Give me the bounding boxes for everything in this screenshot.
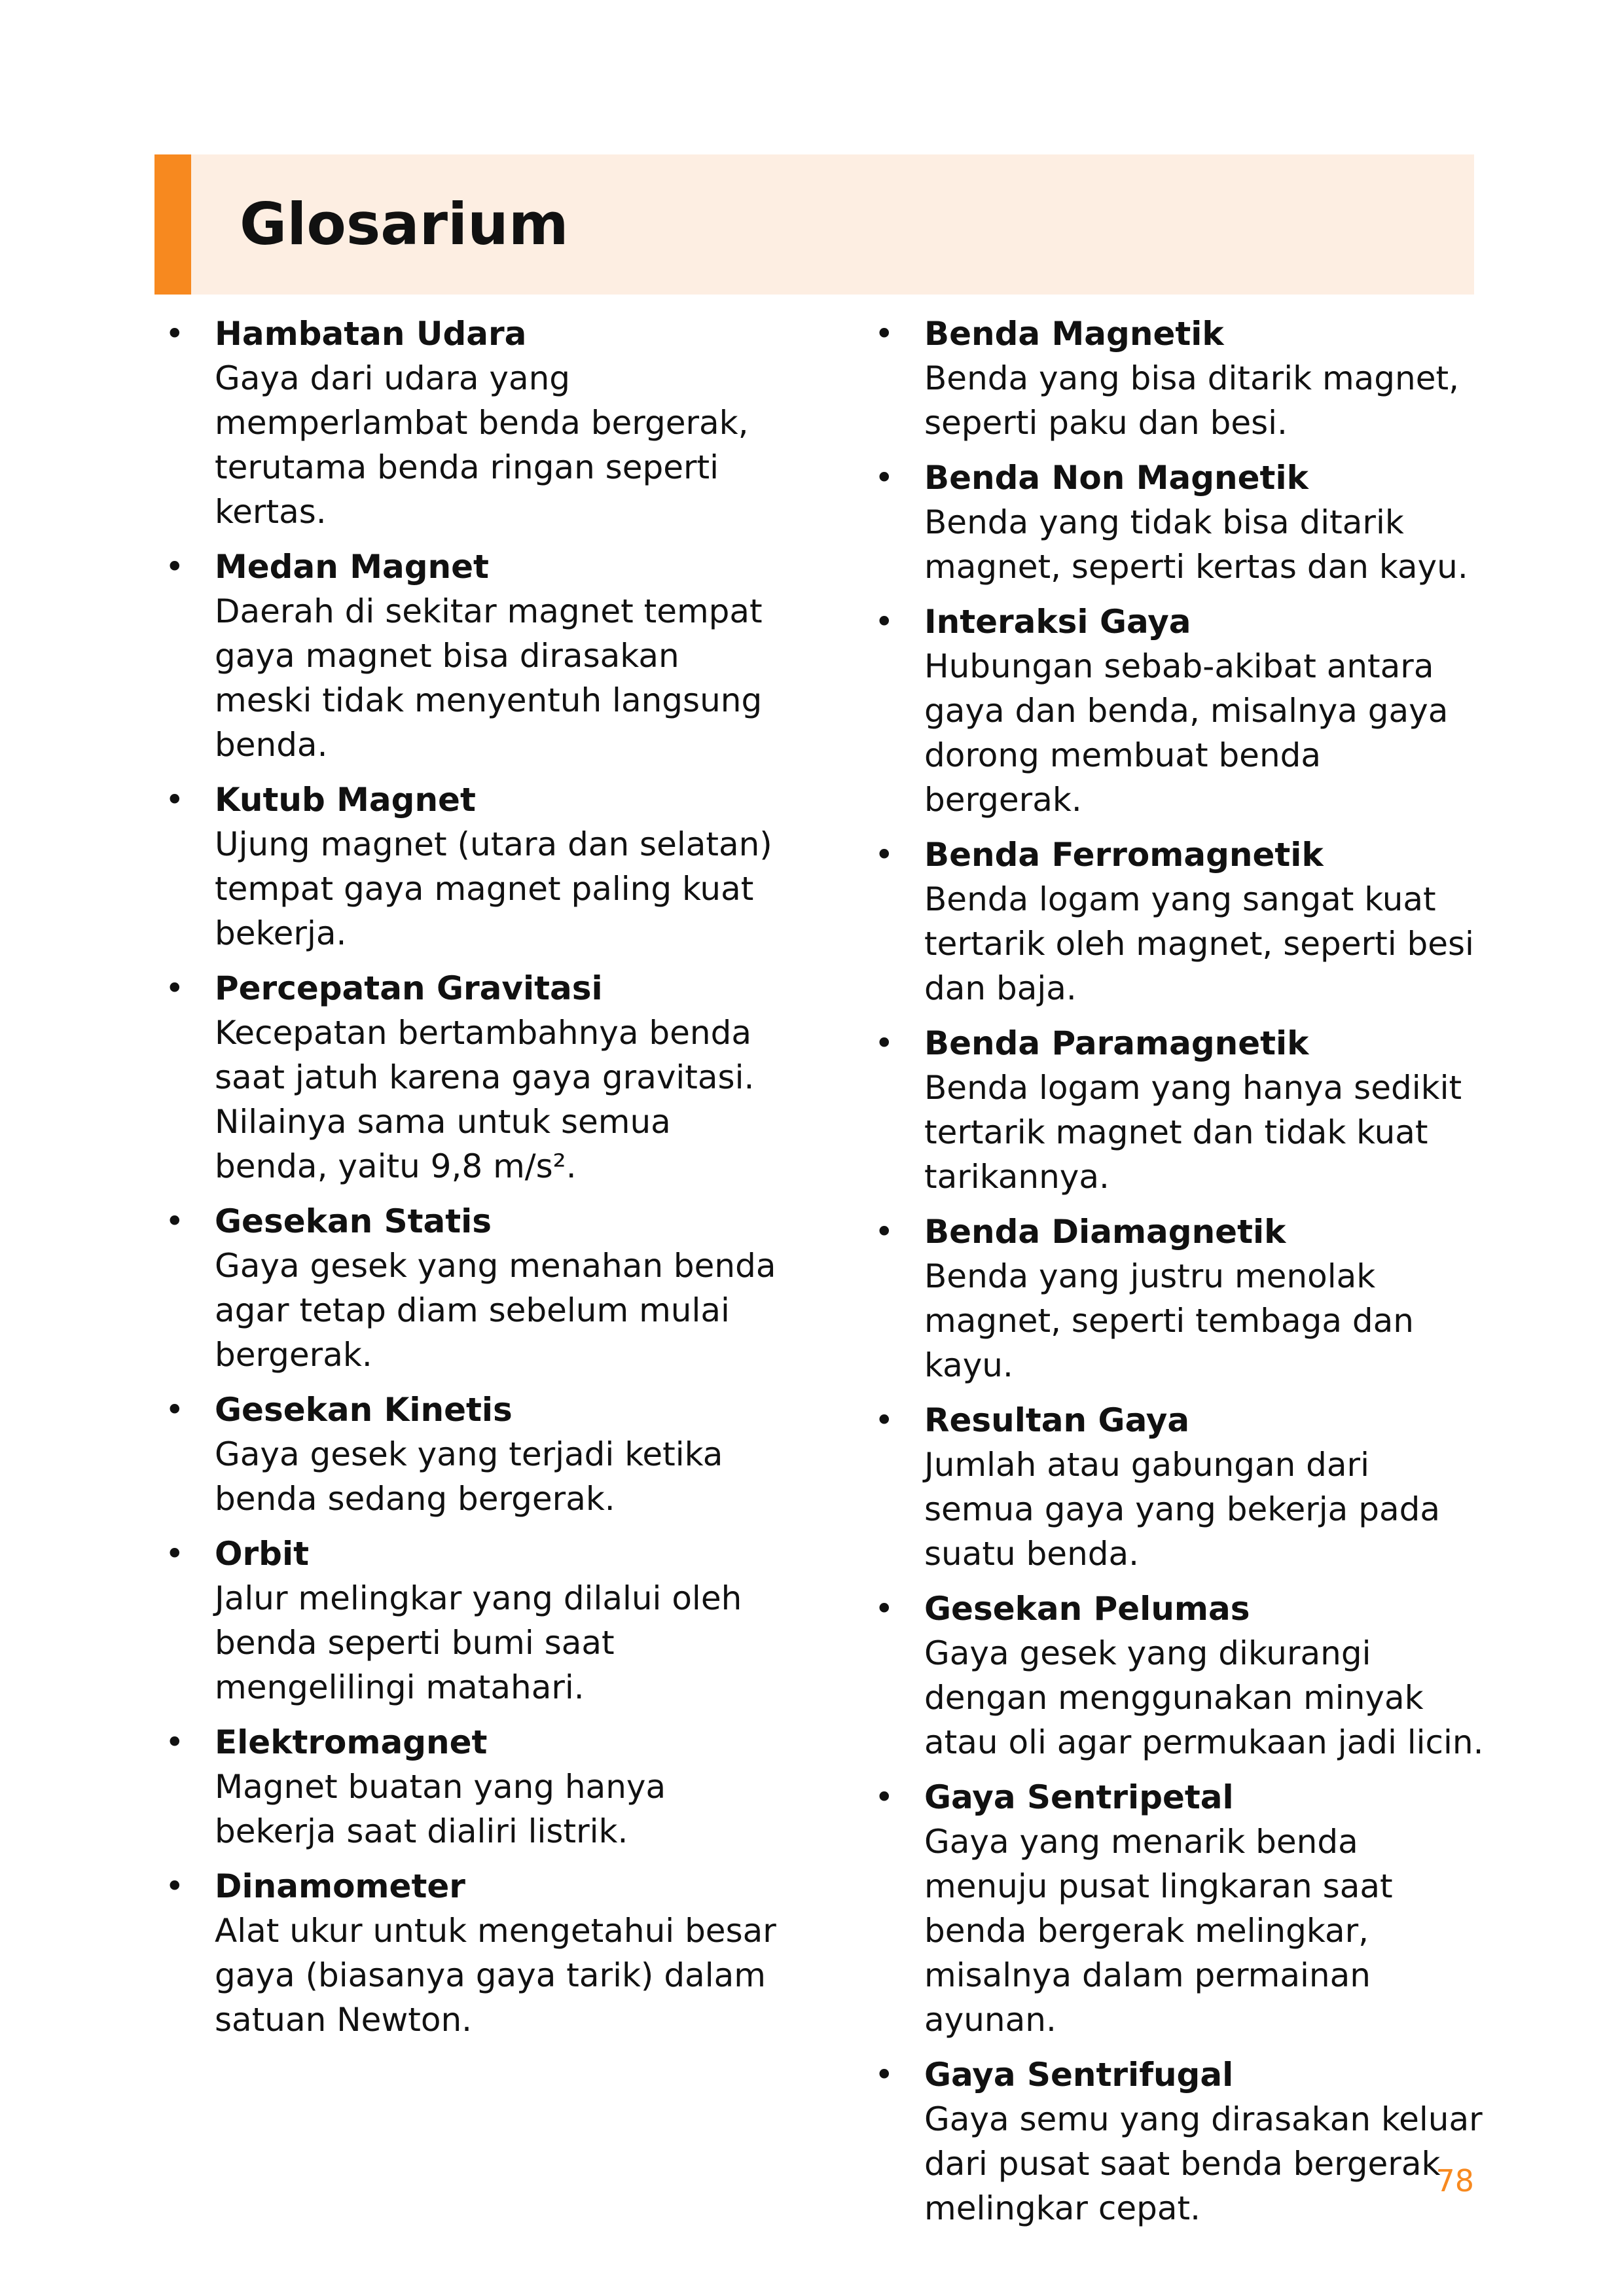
- bullet-icon: •: [875, 2056, 894, 2094]
- glossary-entry: [161, 778, 776, 956]
- glossary-term: Resultan Gaya: [924, 1401, 1190, 1439]
- glossary-header: [154, 154, 1474, 295]
- glossary-term: Benda Ferromagnetik: [924, 836, 1324, 874]
- bullet-icon: •: [875, 1590, 894, 1628]
- bullet-icon: •: [875, 603, 894, 641]
- bullet-icon: •: [165, 548, 185, 586]
- glossary-entry: [871, 456, 1486, 589]
- glossary-definition: Jumlah atau gabungan dari semua gaya yang bekerja pada suatu benda.: [924, 1446, 1440, 1573]
- glossary-definition: Gaya gesek yang dikurangi dengan menggunakan minyak atau oli agar permukaan jadi licin.: [924, 1634, 1484, 1761]
- glossary-term: Benda Non Magnetik: [924, 459, 1308, 497]
- glossary-left-column: [161, 312, 776, 2053]
- glossary-term: Kutub Magnet: [215, 781, 476, 819]
- glossary-definition: Gaya semu yang dirasakan keluar dari pusat saat benda bergerak melingkar cepat.: [924, 2100, 1483, 2227]
- glossary-term: Dinamometer: [215, 1867, 465, 1905]
- glossary-term: Benda Paramagnetik: [924, 1024, 1309, 1062]
- glossary-term: Gaya Sentripetal: [924, 1778, 1234, 1816]
- glossary-term: Hambatan Udara: [215, 315, 527, 353]
- glossary-entry: [161, 312, 776, 534]
- glossary-entry: [871, 312, 1486, 445]
- glossary-definition: Alat ukur untuk mengetahui besar gaya (biasanya gaya tarik) dalam satuan Newton.: [215, 1912, 776, 2039]
- glossary-definition: Benda yang justru menolak magnet, seperti tembaga dan kayu.: [924, 1257, 1414, 1384]
- bullet-icon: •: [875, 315, 894, 353]
- glossary-term: Benda Diamagnetik: [924, 1213, 1286, 1251]
- glossary-entry: [161, 545, 776, 767]
- glossary-term: Interaksi Gaya: [924, 603, 1191, 641]
- glossary-entry: [871, 600, 1486, 822]
- glossary-entry: [871, 1587, 1486, 1765]
- bullet-icon: •: [875, 836, 894, 874]
- glossary-entry: [161, 1388, 776, 1521]
- glossary-term: Gesekan Statis: [215, 1202, 492, 1240]
- bullet-icon: •: [165, 1202, 185, 1240]
- glossary-entry: [871, 2053, 1486, 2231]
- page-number: 78: [1435, 2163, 1474, 2198]
- glossary-definition: Kecepatan bertambahnya benda saat jatuh karena gaya gravitasi. Nilainya sama untuk semua benda, yaitu 9,8 m/s².: [215, 1014, 755, 1185]
- glossary-term: Gesekan Pelumas: [924, 1590, 1250, 1628]
- glossary-entry: [871, 1021, 1486, 1199]
- glossary-term: Gesekan Kinetis: [215, 1391, 513, 1429]
- glossary-definition: Gaya gesek yang terjadi ketika benda sedang bergerak.: [215, 1435, 723, 1518]
- glossary-definition: Gaya yang menarik benda menuju pusat lingkaran saat benda bergerak melingkar, misalnya dalam permainan ayunan.: [924, 1823, 1393, 2039]
- glossary-entry: [161, 1199, 776, 1377]
- bullet-icon: •: [165, 781, 185, 819]
- glossary-definition: Daerah di sekitar magnet tempat gaya magnet bisa dirasakan meski tidak menyentuh langsung benda.: [215, 592, 763, 764]
- header-accent-bar: [154, 154, 191, 295]
- glossary-definition: Benda logam yang hanya sedikit tertarik magnet dan tidak kuat tarikannya.: [924, 1069, 1462, 1196]
- bullet-icon: •: [875, 459, 894, 497]
- bullet-icon: •: [875, 1778, 894, 1816]
- glossary-term: Gaya Sentrifugal: [924, 2056, 1234, 2094]
- glossary-term: Medan Magnet: [215, 548, 489, 586]
- glossary-definition: Magnet buatan yang hanya bekerja saat dialiri listrik.: [215, 1768, 666, 1850]
- glossary-entry: [871, 1398, 1486, 1576]
- glossary-definition: Gaya gesek yang menahan benda agar tetap diam sebelum mulai bergerak.: [215, 1247, 776, 1374]
- glossary-definition: Gaya dari udara yang memperlambat benda bergerak, terutama benda ringan seperti kertas.: [215, 359, 749, 531]
- bullet-icon: •: [165, 315, 185, 353]
- glossary-term: Benda Magnetik: [924, 315, 1224, 353]
- glossary-definition: Benda yang tidak bisa ditarik magnet, seperti kertas dan kayu.: [924, 503, 1468, 586]
- glossary-right-column: [871, 312, 1486, 2241]
- glossary-term: Percepatan Gravitasi: [215, 969, 603, 1007]
- bullet-icon: •: [875, 1213, 894, 1251]
- glossary-definition: Jalur melingkar yang dilalui oleh benda seperti bumi saat mengelilingi matahari.: [215, 1579, 742, 1706]
- page-title: Glosarium: [240, 190, 569, 258]
- glossary-definition: Benda yang bisa ditarik magnet, seperti paku dan besi.: [924, 359, 1459, 442]
- glossary-entry: [161, 1864, 776, 2042]
- glossary-entry: [161, 1720, 776, 1854]
- bullet-icon: •: [165, 1535, 185, 1573]
- glossary-entry: [871, 833, 1486, 1011]
- glossary-definition: Hubungan sebab-akibat antara gaya dan benda, misalnya gaya dorong membuat benda bergerak.: [924, 647, 1449, 819]
- bullet-icon: •: [165, 969, 185, 1007]
- glossary-term: Elektromagnet: [215, 1723, 488, 1761]
- glossary-term: Orbit: [215, 1535, 309, 1573]
- bullet-icon: •: [165, 1723, 185, 1761]
- glossary-entry: [161, 966, 776, 1189]
- glossary-entry: [161, 1532, 776, 1710]
- bullet-icon: •: [875, 1024, 894, 1062]
- glossary-entry: [871, 1210, 1486, 1388]
- glossary-definition: Benda logam yang sangat kuat tertarik oleh magnet, seperti besi dan baja.: [924, 880, 1474, 1007]
- bullet-icon: •: [165, 1867, 185, 1905]
- bullet-icon: •: [875, 1401, 894, 1439]
- bullet-icon: •: [165, 1391, 185, 1429]
- glossary-definition: Ujung magnet (utara dan selatan) tempat gaya magnet paling kuat bekerja.: [215, 825, 772, 952]
- glossary-entry: [871, 1775, 1486, 2042]
